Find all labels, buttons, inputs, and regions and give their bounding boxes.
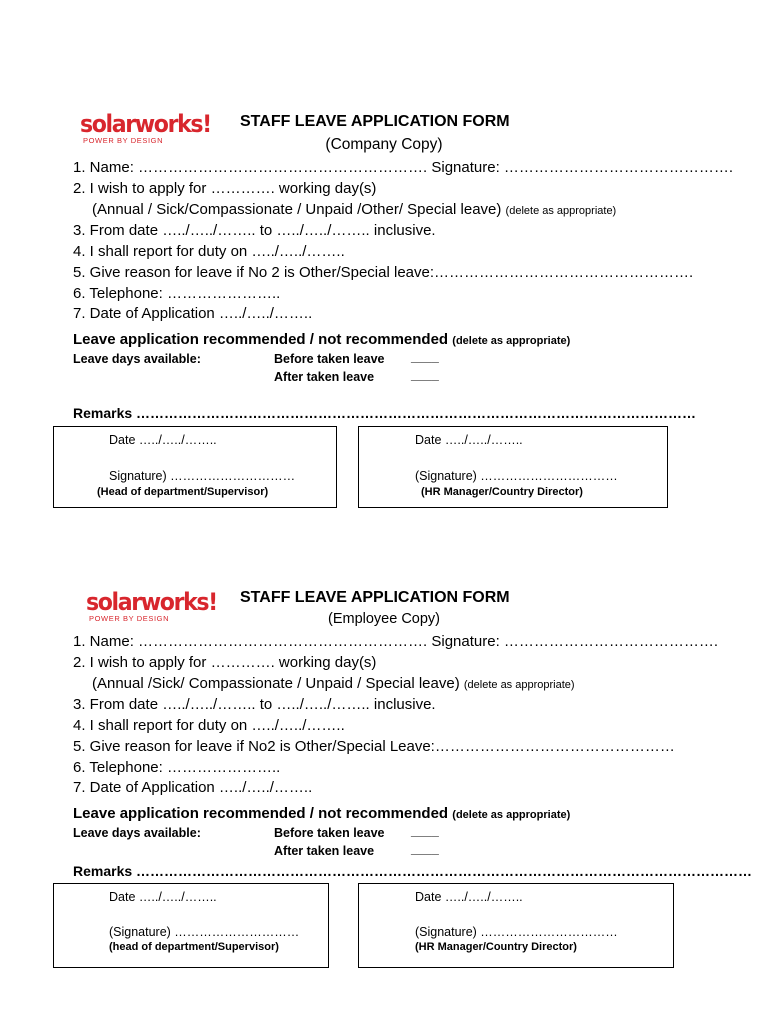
supervisor-signature-box bbox=[53, 426, 337, 508]
line-name: 1. Name: …………………………………………………. Signature: ………………………………………. bbox=[73, 159, 734, 176]
leave-types-text: (Annual / Sick/Compassionate / Unpaid /Other/ Special leave) bbox=[92, 201, 502, 218]
hr-signature: (Signature) …………………………… bbox=[415, 925, 618, 939]
recommendation-text: Leave application recommended / not recommended bbox=[73, 331, 449, 348]
leave-types-text: (Annual /Sick/ Compassionate / Unpaid / Special leave) bbox=[92, 675, 460, 692]
after-taken-blank: ____ bbox=[411, 842, 439, 856]
before-taken-blank: ____ bbox=[411, 824, 439, 838]
line-report-duty: 4. I shall report for duty on …../…../…….. bbox=[73, 717, 345, 734]
logo-wordmark: solarworks! bbox=[86, 588, 217, 616]
delete-note: (delete as appropriate) bbox=[463, 679, 575, 691]
form-title: STAFF LEAVE APPLICATION FORM bbox=[240, 113, 510, 130]
logo-tagline: POWER BY DESIGN bbox=[89, 614, 170, 623]
remarks-line: Remarks ………………………………………………………………………………………………………… bbox=[73, 405, 697, 421]
hr-date: Date …../…../…….. bbox=[415, 433, 523, 447]
supervisor-signature-box bbox=[53, 883, 329, 968]
recommendation-text: Leave application recommended / not recommended bbox=[73, 805, 449, 822]
line-date-of-application: 7. Date of Application …../…../…….. bbox=[73, 779, 313, 796]
before-taken-label: Before taken leave bbox=[274, 826, 385, 840]
recommendation-line bbox=[73, 805, 570, 822]
copy-label: (Company Copy) bbox=[325, 136, 443, 153]
line-from-date: 3. From date …../…../…….. to …../…../…….. inclusive. bbox=[73, 222, 436, 239]
line-leave-types bbox=[92, 675, 575, 694]
leave-form-employee-copy bbox=[0, 588, 768, 988]
hr-role: (HR Manager/Country Director) bbox=[421, 486, 583, 498]
line-reason: 5. Give reason for leave if No2 is Other/Special Leave:………………………………………… bbox=[73, 738, 675, 755]
before-taken-blank: ____ bbox=[411, 350, 439, 364]
hr-date: Date …../…../…….. bbox=[415, 890, 523, 904]
recommendation-note: (delete as appropriate) bbox=[452, 335, 571, 347]
remarks-line: Remarks …………………………………………………………………………………………………………………… bbox=[73, 863, 753, 879]
copy-label: (Employee Copy) bbox=[327, 611, 440, 627]
supervisor-signature: Signature) ………………………… bbox=[109, 469, 296, 483]
before-taken-label: Before taken leave bbox=[274, 352, 385, 366]
delete-note: (delete as appropriate) bbox=[505, 205, 617, 217]
form-title: STAFF LEAVE APPLICATION FORM bbox=[240, 589, 510, 606]
line-from-date: 3. From date …../…../…….. to …../…../…….. inclusive. bbox=[73, 696, 436, 713]
recommendation-line bbox=[73, 331, 570, 348]
hr-role: (HR Manager/Country Director) bbox=[415, 941, 577, 953]
supervisor-role: (head of department/Supervisor) bbox=[109, 941, 279, 953]
logo-tagline: POWER BY DESIGN bbox=[83, 136, 164, 145]
line-date-of-application: 7. Date of Application …../…../…….. bbox=[73, 305, 313, 322]
leave-form-company-copy bbox=[0, 110, 768, 510]
line-working-days: 2. I wish to apply for …………. working day(s) bbox=[73, 180, 377, 197]
after-taken-blank: ____ bbox=[411, 368, 439, 382]
line-name: 1. Name: …………………………………………………. Signature: ……………………………………. bbox=[73, 633, 719, 650]
leave-days-label: Leave days available: bbox=[73, 826, 201, 840]
logo-wordmark: solarworks! bbox=[80, 110, 211, 138]
line-reason: 5. Give reason for leave if No 2 is Other/Special leave:……………………………………………. bbox=[73, 264, 694, 281]
line-working-days: 2. I wish to apply for …………. working day(s) bbox=[73, 654, 377, 671]
supervisor-date: Date …../…../…….. bbox=[109, 433, 217, 447]
hr-signature-box bbox=[358, 883, 674, 968]
supervisor-date: Date …../…../…….. bbox=[109, 890, 217, 904]
supervisor-role: (Head of department/Supervisor) bbox=[97, 486, 269, 498]
line-telephone: 6. Telephone: ………………….. bbox=[73, 285, 281, 302]
recommendation-note: (delete as appropriate) bbox=[452, 809, 571, 821]
line-telephone: 6. Telephone: ………………….. bbox=[73, 759, 281, 776]
leave-days-label: Leave days available: bbox=[73, 352, 201, 366]
line-leave-types bbox=[92, 201, 616, 220]
after-taken-label: After taken leave bbox=[274, 370, 375, 384]
hr-signature: (Signature) …………………………… bbox=[415, 469, 618, 483]
after-taken-label: After taken leave bbox=[274, 844, 375, 858]
hr-signature-box bbox=[358, 426, 668, 508]
supervisor-signature: (Signature) ………………………… bbox=[109, 925, 300, 939]
line-report-duty: 4. I shall report for duty on …../…../…….. bbox=[73, 243, 345, 260]
